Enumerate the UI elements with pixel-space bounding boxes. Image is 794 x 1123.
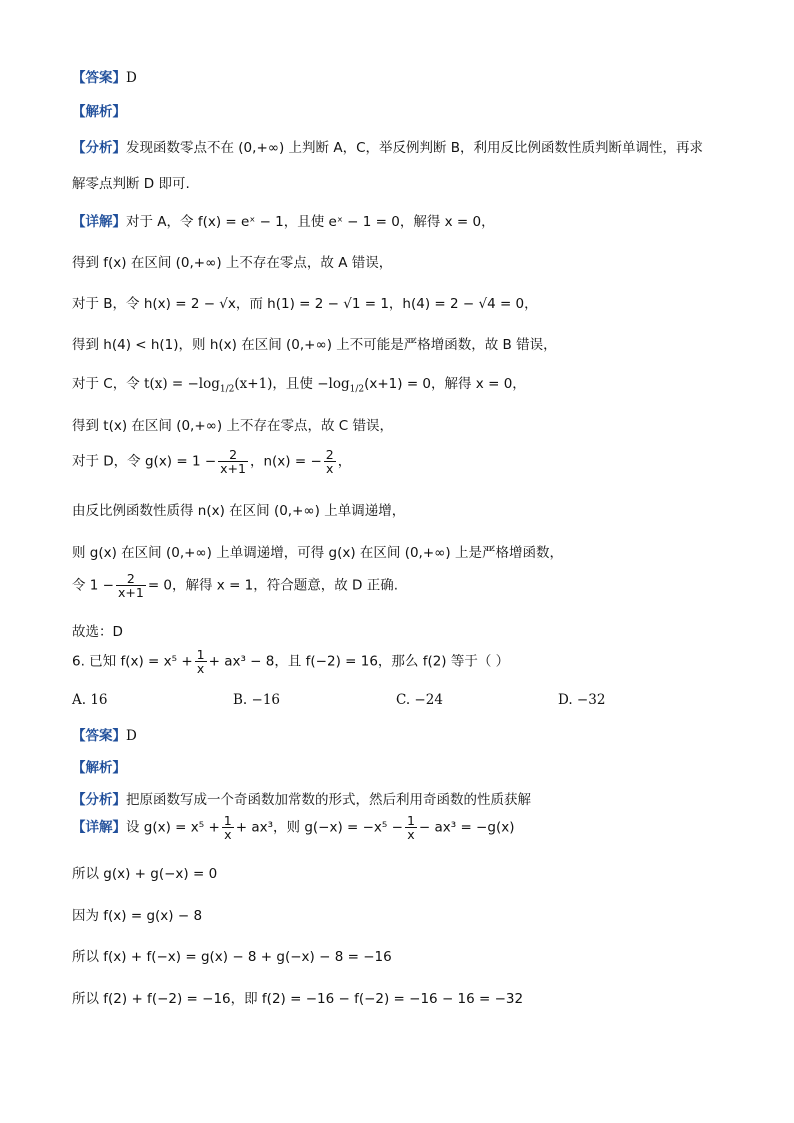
q6-analysis-heading: 【解析】 [72,760,126,776]
answer-line [72,66,754,86]
log-expr-2: (x+1)，且使 −log [234,376,350,392]
choice-line: 故选：D [72,624,123,640]
fraction-2-over-x: $\frac{2}{x}$ [325,447,334,477]
detail-line-2: 得到 f(x) 在区间 (0,+∞) 上不存在零点，故 A 错误， [72,255,393,271]
option-d: D. −32 [558,692,606,708]
q6-detail-line-3: 因为 f(x) = g(x) − 8 [72,908,203,924]
fenxi-text-1: 发现函数零点不在 (0,+∞) 上判断 A，C，举反例判断 B，利用反比例函数性质判断单调性，再求 [126,140,704,156]
option-b: B. −16 [233,692,280,708]
detail-line-8: 由反比例函数性质得 n(x) 在区间 (0,+∞) 上单调递增， [72,503,406,519]
q6-detail-line-5: 所以 f(2) + f(−2) = −16，即 f(2) = −16 − f(−2) = −16 − 16 = −32 [72,991,524,1007]
fraction-1-over-x-c: $\frac{1}{x}$ [406,813,415,843]
detail-line-10: 令 1 − $\frac{2}{x+1}$ = 0，解得 x = 1，符合题意，故 D 正确. [72,571,399,601]
detail-5-prefix: 对于 C，令 [72,376,145,392]
log-base-2: 1/2 [349,384,365,395]
answer-tag: 【答案】 [72,70,126,86]
detail-line-7: 对于 D，令 g(x) = 1 − $\frac{2}{x+1}$ ，n(x) = − $\frac{2}{x}$ ， [72,447,352,477]
detail-line-4: 得到 h(4) < h(1)，则 h(x) 在区间 (0,+∞) 上不可能是严格增函数，故 B 错误， [72,337,557,353]
fraction-1-over-x-b: $\frac{1}{x}$ [223,813,232,843]
option-a: A. 16 [72,692,108,708]
q6-detail-line-4: 所以 f(x) + f(−x) = g(x) − 8 + g(−x) − 8 = −16 [72,949,392,965]
q6-detail-line-2: 所以 g(x) + g(−x) = 0 [72,866,218,882]
q6-fenxi-line: 【分析】把原函数写成一个奇函数加常数的形式，然后利用奇函数的性质获解 [72,792,531,808]
fenxi-tag: 【分析】 [72,140,126,156]
analysis-heading [72,100,754,120]
fraction-1-over-x: $\frac{1}{x}$ [196,647,205,677]
detail-line-1 [72,210,754,230]
answer-value: D [126,70,137,86]
detail-text-1: 对于 A，令 f(x) = eˣ − 1，且使 eˣ − 1 = 0，解得 x = 0， [126,214,495,230]
log-expr-1: t(x) = −log [144,376,220,392]
analysis-tag: 【解析】 [72,104,126,120]
g-def: 对于 D，令 g(x) = 1 − [72,453,217,470]
q6-fenxi-text: 把原函数写成一个奇函数加常数的形式，然后利用奇函数的性质获解 [126,792,531,808]
fraction-2-over-xp1-b: $\frac{2}{x+1}$ [117,571,144,601]
option-c: C. −24 [396,692,443,708]
log-base-1: 1/2 [219,384,235,395]
detail-5-suffix: (x+1) = 0，解得 x = 0， [364,376,526,392]
fraction-2-over-xp1: $\frac{2}{x+1}$ [220,447,246,477]
detail-line-9: 则 g(x) 在区间 (0,+∞) 上单调递增，可得 g(x) 在区间 (0,+∞) 上是严格增函数， [72,545,563,561]
fenxi-line-1 [72,136,754,156]
detail-line-6: 得到 t(x) 在区间 (0,+∞) 上不存在零点，故 C 错误， [72,418,393,434]
xiangjie-tag: 【详解】 [72,214,126,230]
q6-stem: 6. 已知 f(x) = x⁵ + $\frac{1}{x}$ + ax³ − 8，且 f(−2) = 16，那么 f(2) 等于（ ） [72,647,510,677]
detail-line-5 [72,372,754,395]
detail-line-3: 对于 B，令 h(x) = 2 − √x，而 h(1) = 2 − √1 = 1，h(4) = 2 − √4 = 0， [72,296,538,312]
q6-detail-line-1: 【详解】设 g(x) = x⁵ + $\frac{1}{x}$ + ax³，则 g(−x) = −x⁵ − $\frac{1}{x}$ − ax³ = −g(x) [72,813,515,843]
q6-answer-line: 【答案】D [72,728,137,744]
n-def: ，n(x) = − [249,453,322,470]
fenxi-line-2: 解零点判断 D 即可. [72,176,190,192]
q6-answer-value: D [126,728,137,744]
